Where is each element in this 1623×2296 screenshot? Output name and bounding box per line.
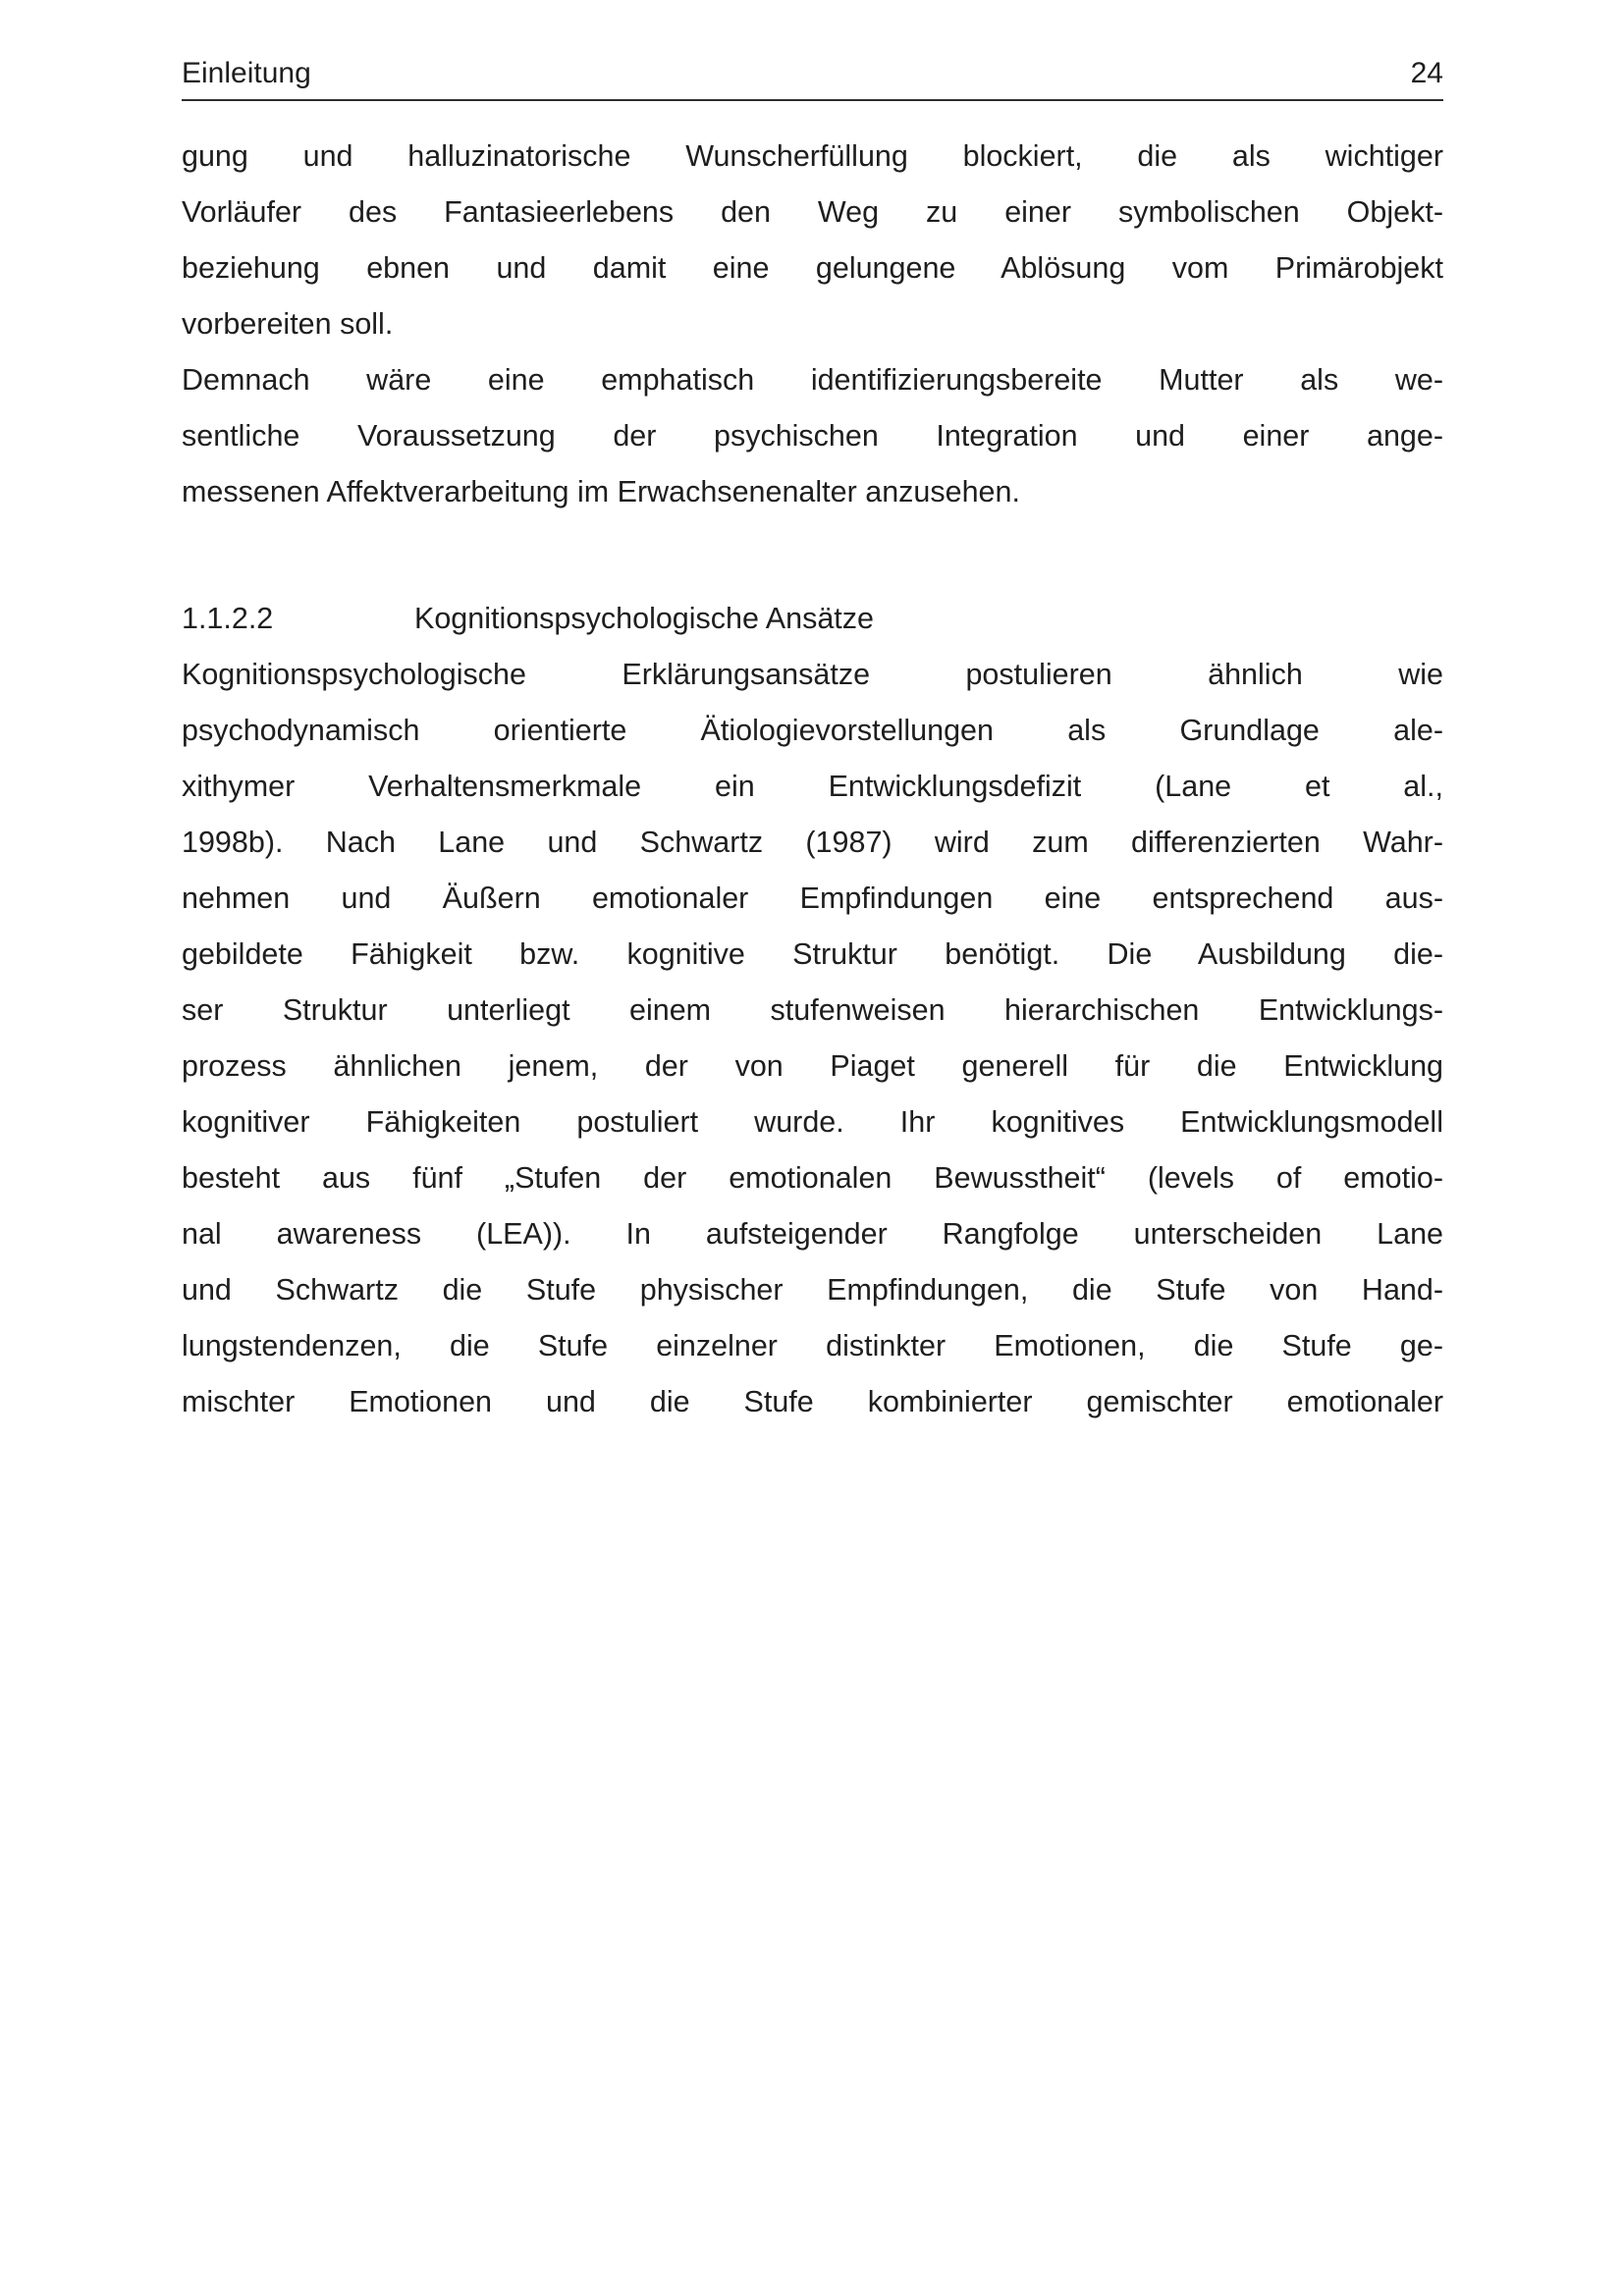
text-line: und Schwartz die Stufe physischer Empfindungen, die Stufe von Hand- [182, 1273, 1443, 1307]
text-line: Kognitionspsychologische Erklärungsansätze postulieren ähnlich wie [182, 658, 1443, 691]
text-line: nal awareness (LEA)). In aufsteigender Rangfolge unterscheiden Lane [182, 1217, 1443, 1251]
text-line: besteht aus fünf „Stufen der emotionalen Bewusstheit“ (levels of emotio- [182, 1161, 1443, 1195]
text-line: sentliche Voraussetzung der psychischen Integration und einer ange- [182, 419, 1443, 453]
running-header [182, 55, 1443, 101]
text-line: Demnach wäre eine emphatisch identifizierungsbereite Mutter als we- [182, 363, 1443, 397]
text-line: gebildete Fähigkeit bzw. kognitive Struktur benötigt. Die Ausbildung die- [182, 937, 1443, 971]
section-heading-title: Kognitionspsychologische Ansätze [414, 602, 874, 635]
text-line: mischter Emotionen und die Stufe kombinierter gemischter emotionaler [182, 1385, 1443, 1418]
text-line: gung und halluzinatorische Wunscherfüllung blockiert, die als wichtiger [182, 139, 1443, 173]
text-line: messenen Affektverarbeitung im Erwachsenenalter anzusehen. [182, 475, 1020, 508]
text-line: kognitiver Fähigkeiten postuliert wurde. Ihr kognitives Entwicklungsmodell [182, 1105, 1443, 1139]
text-line: xithymer Verhaltensmerkmale ein Entwicklungsdefizit (Lane et al., [182, 770, 1443, 803]
paragraph-2 [182, 352, 1443, 520]
text-line: lungstendenzen, die Stufe einzelner distinkter Emotionen, die Stufe ge- [182, 1329, 1443, 1362]
text-line: psychodynamisch orientierte Ätiologievorstellungen als Grundlage ale- [182, 714, 1443, 747]
section-heading [182, 591, 1443, 647]
running-header-section-title: Einleitung [182, 57, 311, 89]
page-body [182, 129, 1443, 1430]
text-line: prozess ähnlichen jenem, der von Piaget generell für die Entwicklung [182, 1049, 1443, 1083]
page-number: 24 [1410, 57, 1443, 89]
text-line: Vorläufer des Fantasieerlebens den Weg zu einer symbolischen Objekt- [182, 195, 1443, 229]
text-line: vorbereiten soll. [182, 307, 394, 341]
paragraph-1 [182, 129, 1443, 352]
text-line: beziehung ebnen und damit eine gelungene Ablösung vom Primärobjekt [182, 251, 1443, 285]
text-line: nehmen und Äußern emotionaler Empfindungen eine entsprechend aus- [182, 881, 1443, 915]
text-line: 1998b). Nach Lane und Schwartz (1987) wird zum differenzierten Wahr- [182, 826, 1443, 859]
section-heading-number: 1.1.2.2 [182, 602, 274, 635]
text-line: ser Struktur unterliegt einem stufenweisen hierarchischen Entwicklungs- [182, 993, 1443, 1027]
paragraph-3 [182, 647, 1443, 1430]
